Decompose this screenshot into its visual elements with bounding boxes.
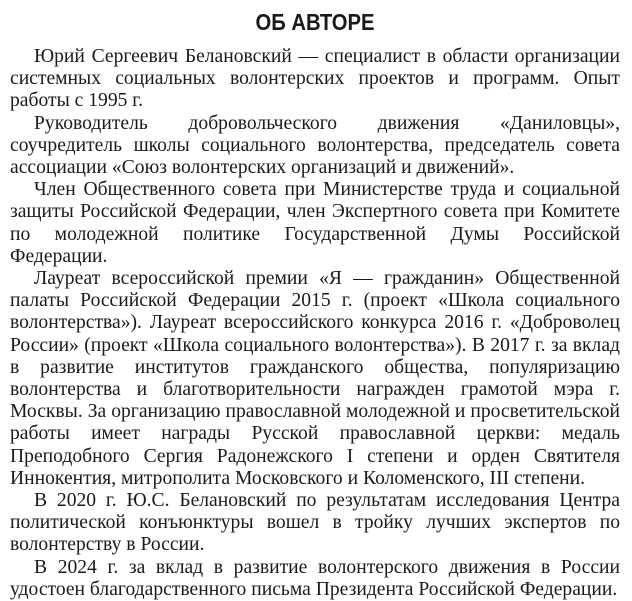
paragraph-expert-ranking: В 2020 г. Ю.С. Белановский по результатам исследования Центра политической конъюнктуры вошел в тройку лучших экспертов по волонтерству в России. — [10, 490, 620, 556]
paragraph-presidential-letter: В 2024 г. за вклад в развитие волонтерского движения в России удостоен благодарственного письма Президента Российской Федерации. — [10, 556, 620, 600]
paragraph-leadership: Руководитель добровольческого движения «Даниловцы», соучредитель школы социального волонтерства, председатель совета ассоциации «Союз волонтерских организаций и движений». — [10, 112, 620, 179]
paragraph-councils: Член Общественного совета при Министерстве труда и социальной защиты Российской Федерации, член Экспертного совета при Комитете по молодежной политике Государственной Думы Российской Федерации. — [10, 179, 620, 267]
paragraph-experience: Юрий Сергеевич Белановский — специалист в области организации системных социальных волонтерских проектов и программ. Опыт работы с 1995 г. — [10, 46, 620, 112]
page-title: ОБ АВТОРЕ — [255, 9, 375, 35]
paragraph-awards: Лауреат всероссийской премии «Я — гражданин» Общественной палаты Российской Федерации 2015 г. (проект «Школа социального волонтерства»). Лауреат всероссийского конкурса 2016 г. «Доброволец России» (проект «Школа социального волонтерства»). В 2017 г. за вклад в развитие институтов гражданского общества, популяризацию волонтерства и благотворительности награжден грамотой мэра г. Москвы. За организацию православной молодежной и просветительской работы имеет награды Русской православной церкви: медаль Преподобного Сергия Радонежского I степени и орден Святителя Иннокентия, митрополита Московского и Коломенского, III степени. — [10, 268, 620, 489]
